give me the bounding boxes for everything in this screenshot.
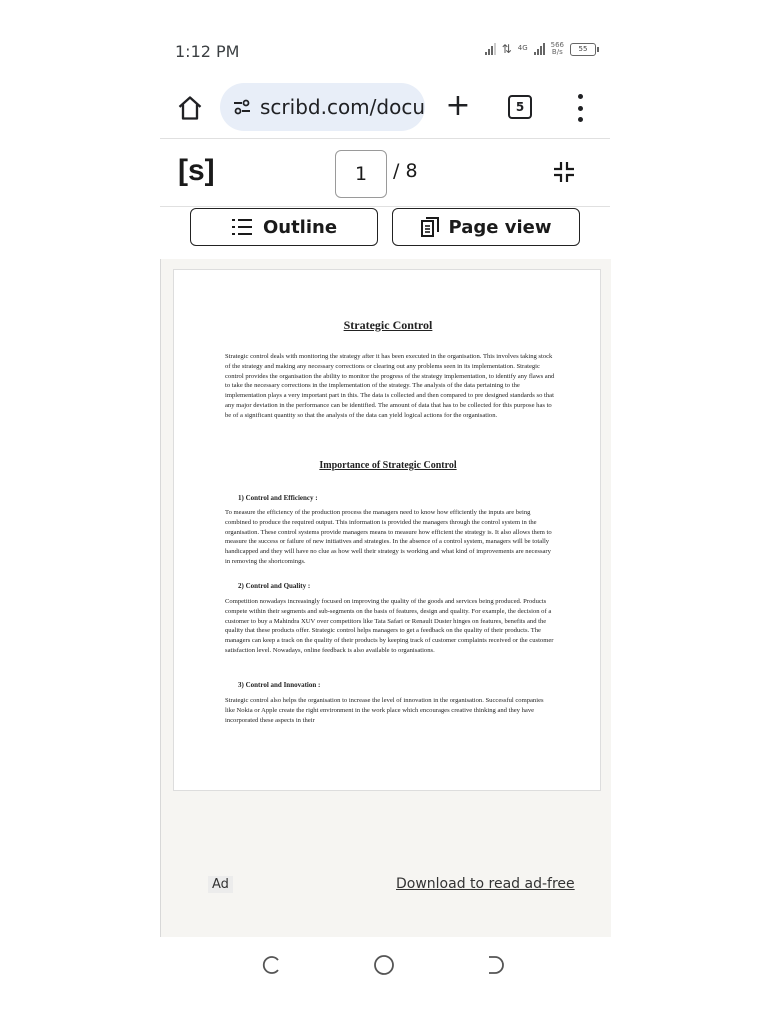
document-page[interactable] (173, 269, 601, 791)
document-title: Strategic Control (343, 318, 433, 332)
subsection-body: To measure the efficiency of the production process the managers need to know how efficiently the inputs are being combined to produce the required output. This information is provided the managers through the control system in the organisation. These control systems provide managers means to measure how efficient the strategy is. It also allows them to measure the success or failure of new initiatives and strategies. In the absence of a control system, managers will be totally handicapped and they will have no clue as how well their strategy is working and what kind of improvements are necessary in removing the shortcomings. (225, 509, 552, 565)
system-nav-bar (160, 944, 610, 988)
ad-label: Ad (208, 876, 233, 893)
divider (160, 138, 610, 139)
back-icon[interactable] (486, 954, 508, 976)
status-icons (485, 42, 596, 56)
page-number-input[interactable]: 1 (335, 150, 387, 198)
exit-fullscreen-icon[interactable] (552, 160, 576, 184)
tab-switcher-button[interactable]: 5 (508, 95, 532, 119)
scribd-logo[interactable]: [s] (178, 154, 215, 187)
intro-paragraph: Strategic control deals with monitoring the strategy after it has been executed in the organisation. This involves taking stock of the strategy and making any necessary corrections or clearing out any problems seen in its implementation. Strategic control provides the organisation the ability to monitor the progress of the strategy implementation, to identify any flaws and to take the necessary corrections in the implementation of the strategy. The analysis of the data pertaining to the implementation plays a very important part in this. The data is collected and then compared to pre designed standards so that any major deviation in the performance can be identified. The amount of data that has to be collected for this purpose has to be of a significant quantity so that the analysis of the data can yield logical actions for the organisation. (225, 353, 555, 419)
battery-icon: 55 (570, 43, 596, 56)
home-nav-icon[interactable] (373, 954, 395, 976)
download-ad-free-link[interactable]: Download to read ad-free (396, 876, 575, 892)
subsection-heading: 3) Control and Innovation : (238, 681, 321, 689)
subsection-heading: 2) Control and Quality : (238, 582, 311, 590)
network-speed: 566 B/s (550, 41, 564, 56)
status-time: 1:12 PM (175, 42, 240, 61)
subsection-heading: 1) Control and Efficiency : (238, 494, 318, 502)
scribd-header (160, 140, 610, 206)
outline-button[interactable] (190, 208, 378, 246)
pages-icon (421, 217, 439, 237)
site-settings-icon[interactable] (232, 97, 252, 117)
outline-label: Outline (262, 216, 338, 238)
section-title: Importance of Strategic Control (319, 460, 457, 471)
subsection-body: Strategic control also helps the organisation to increase the level of innovation in the organisation. Successful companies like Nokia or Apple create the right environment in the work place which encourages creative thinking and they have incorporated these aspects in their (225, 697, 544, 724)
data-arrows-icon: ⇅ (501, 42, 512, 56)
recent-apps-icon[interactable] (261, 954, 283, 976)
list-icon (231, 218, 253, 236)
phone-screen (160, 0, 610, 1024)
more-menu-icon[interactable] (570, 94, 590, 122)
view-buttons (160, 207, 610, 259)
document-reader[interactable] (160, 259, 611, 937)
url-bar[interactable] (220, 83, 425, 131)
browser-toolbar (160, 80, 610, 136)
new-tab-button[interactable]: + (445, 88, 471, 123)
url-text[interactable]: scribd.com/docu (260, 95, 425, 119)
home-icon[interactable] (176, 94, 204, 122)
signal-icon (485, 43, 496, 55)
subsection-body: Competition nowadays increasingly focused on improving the quality of the goods and services being produced. Products compete within their segments and sub-segments on the basis of features, design and quality. For example, the decision of a customer to buy a Mahindra XUV over competitors like Tata Safari or Renault Duster hinges on features, benefits and the quality that these products offer. Strategic control helps managers to get a feedback on the quality of their products. The managers can keep a track on the quality of their products by keeping track of customer complaints received or the customer satisfaction level. Nowadays, online feedback is also available to organisations. (225, 598, 554, 654)
page-view-button[interactable] (392, 208, 580, 246)
page-total: / 8 (393, 160, 418, 182)
page-view-label: Page view (448, 216, 552, 238)
signal-icon-2 (534, 43, 545, 55)
network-type: 4G (517, 43, 528, 52)
